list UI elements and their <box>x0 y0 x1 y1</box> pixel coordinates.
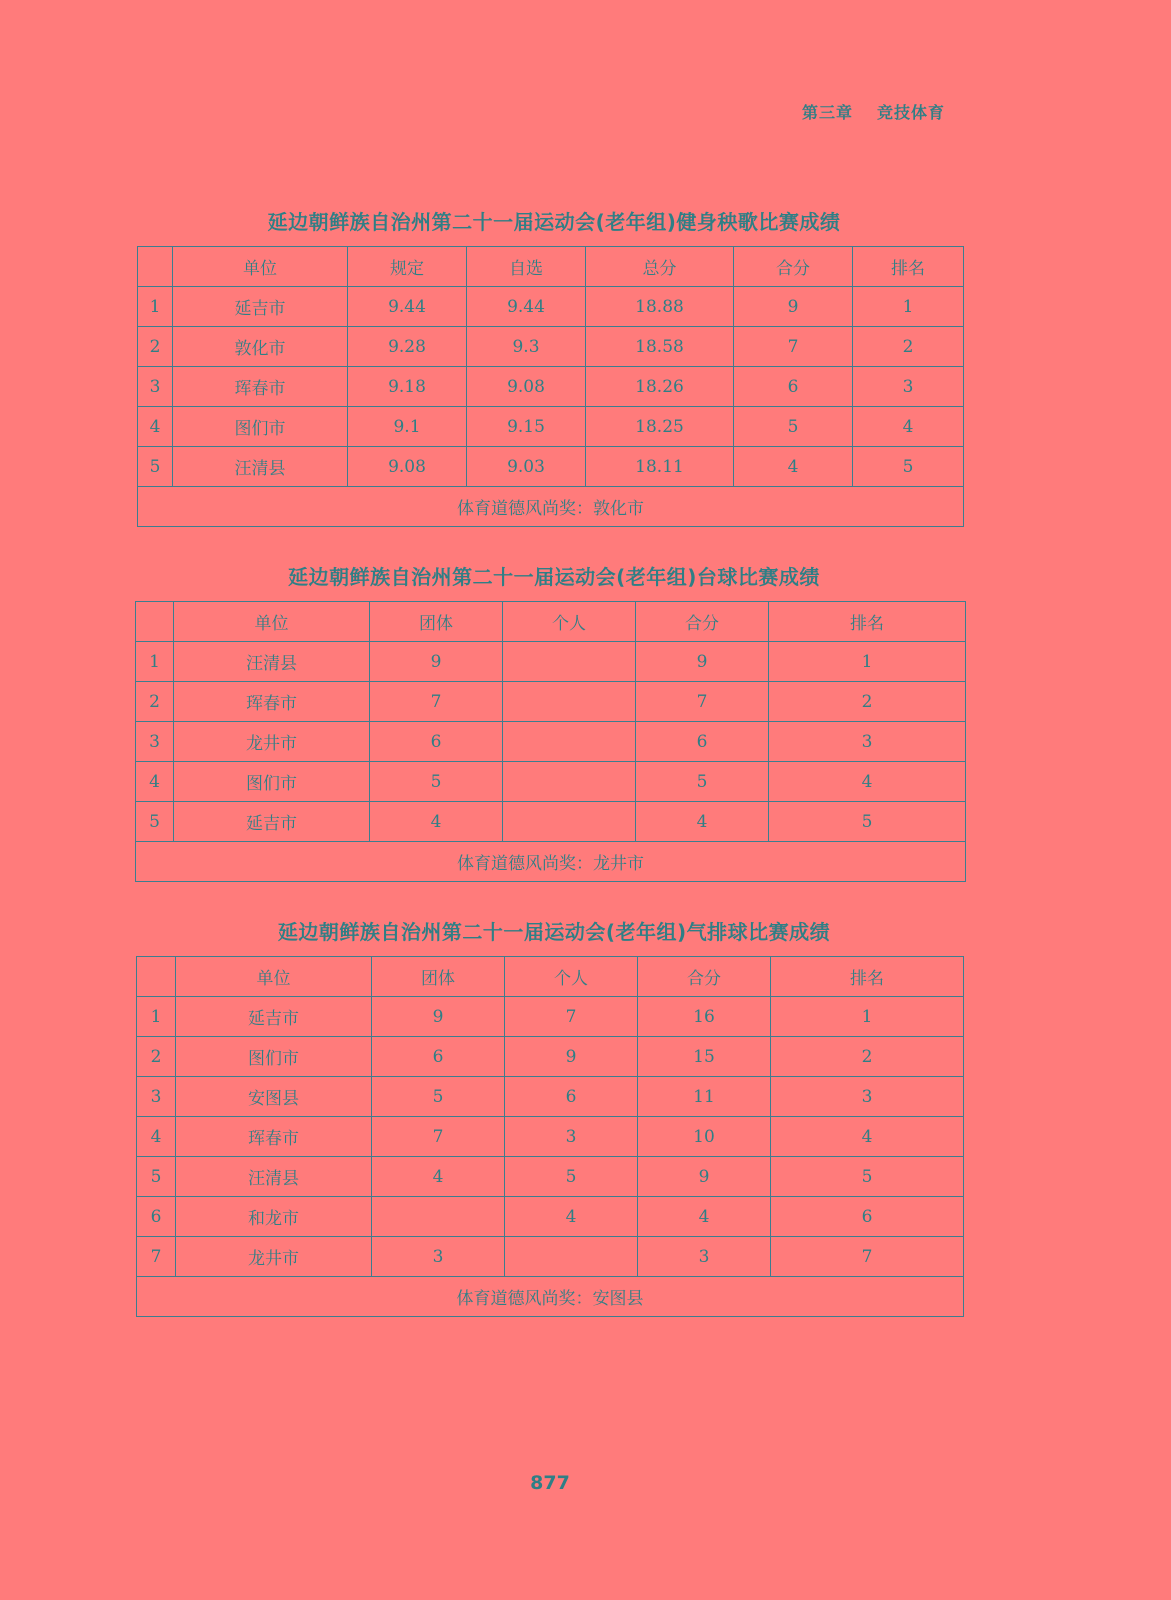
cell <box>503 762 636 802</box>
cell: 18.88 <box>586 287 734 327</box>
table-row <box>138 367 964 407</box>
cell: 7 <box>370 682 503 722</box>
cell: 9.18 <box>348 367 467 407</box>
cell: 9.15 <box>467 407 586 447</box>
cell: 5 <box>138 447 173 487</box>
cell: 敦化市 <box>173 327 348 367</box>
cell: 图们市 <box>176 1037 372 1077</box>
cell: 5 <box>505 1157 638 1197</box>
cell: 9 <box>372 997 505 1037</box>
col-team: 团体 <box>372 957 505 997</box>
col-individual: 个人 <box>505 957 638 997</box>
cell: 1 <box>136 642 174 682</box>
col-unit: 单位 <box>176 957 372 997</box>
cell: 2 <box>853 327 964 367</box>
cell: 9.08 <box>348 447 467 487</box>
cell: 9 <box>638 1157 771 1197</box>
col-optional: 自选 <box>467 247 586 287</box>
cell: 6 <box>370 722 503 762</box>
cell: 7 <box>137 1237 176 1277</box>
cell: 1 <box>771 997 964 1037</box>
cell: 珲春市 <box>174 682 370 722</box>
table-row <box>138 407 964 447</box>
cell: 3 <box>769 722 966 762</box>
cell: 9.44 <box>467 287 586 327</box>
table-title-air-volleyball: 延边朝鲜族自治州第二十一届运动会(老年组)气排球比赛成绩 <box>277 920 831 944</box>
cell: 9 <box>370 642 503 682</box>
sportsmanship-award: 体育道德风尚奖：安图县 <box>137 1277 964 1317</box>
cell: 4 <box>636 802 769 842</box>
cell: 9.44 <box>348 287 467 327</box>
cell: 11 <box>638 1077 771 1117</box>
col-index <box>136 602 174 642</box>
cell: 9 <box>734 287 853 327</box>
chapter-label: 第三章 <box>801 103 853 122</box>
col-index <box>138 247 173 287</box>
table-header-row <box>137 957 964 997</box>
cell: 4 <box>137 1117 176 1157</box>
col-rank: 排名 <box>853 247 964 287</box>
cell: 图们市 <box>173 407 348 447</box>
cell: 2 <box>771 1037 964 1077</box>
cell: 珲春市 <box>173 367 348 407</box>
table-row <box>136 802 966 842</box>
cell: 1 <box>769 642 966 682</box>
col-unit: 单位 <box>174 602 370 642</box>
cell: 9.08 <box>467 367 586 407</box>
cell: 延吉市 <box>176 997 372 1037</box>
sportsmanship-award: 体育道德风尚奖：龙井市 <box>136 842 966 882</box>
cell: 4 <box>370 802 503 842</box>
table-footer-row <box>137 1277 964 1317</box>
cell: 4 <box>853 407 964 447</box>
cell: 4 <box>769 762 966 802</box>
table-row <box>137 1037 964 1077</box>
cell: 7 <box>734 327 853 367</box>
table-row <box>136 682 966 722</box>
cell: 3 <box>771 1077 964 1117</box>
table-title-yangge: 延边朝鲜族自治州第二十一届运动会(老年组)健身秧歌比赛成绩 <box>267 210 841 234</box>
cell: 5 <box>769 802 966 842</box>
cell: 6 <box>505 1077 638 1117</box>
cell: 9 <box>505 1037 638 1077</box>
cell: 1 <box>138 287 173 327</box>
cell <box>372 1197 505 1237</box>
cell: 6 <box>636 722 769 762</box>
cell: 4 <box>638 1197 771 1237</box>
cell: 4 <box>372 1157 505 1197</box>
results-table-air-volleyball <box>136 956 964 1317</box>
cell: 18.25 <box>586 407 734 447</box>
cell: 4 <box>138 407 173 447</box>
col-compulsory: 规定 <box>348 247 467 287</box>
results-table-billiards <box>135 601 966 882</box>
col-index <box>137 957 176 997</box>
table-row <box>136 642 966 682</box>
cell: 18.26 <box>586 367 734 407</box>
cell: 7 <box>505 997 638 1037</box>
table-footer-row <box>138 487 964 527</box>
table-row <box>137 1157 964 1197</box>
cell: 9.1 <box>348 407 467 447</box>
cell: 18.58 <box>586 327 734 367</box>
cell: 9.28 <box>348 327 467 367</box>
table-row <box>137 997 964 1037</box>
cell: 5 <box>372 1077 505 1117</box>
cell <box>503 722 636 762</box>
cell: 6 <box>734 367 853 407</box>
table-row <box>137 1077 964 1117</box>
cell: 和龙市 <box>176 1197 372 1237</box>
cell: 5 <box>636 762 769 802</box>
cell: 3 <box>138 367 173 407</box>
table-row <box>138 287 964 327</box>
cell: 9.3 <box>467 327 586 367</box>
table-header-row <box>136 602 966 642</box>
running-header <box>802 100 945 123</box>
cell <box>503 642 636 682</box>
col-rank: 排名 <box>771 957 964 997</box>
cell: 6 <box>771 1197 964 1237</box>
cell: 延吉市 <box>174 802 370 842</box>
table-row <box>137 1237 964 1277</box>
cell: 2 <box>138 327 173 367</box>
table-footer-row <box>136 842 966 882</box>
col-individual: 个人 <box>503 602 636 642</box>
cell <box>503 682 636 722</box>
col-rank: 排名 <box>769 602 966 642</box>
cell: 5 <box>137 1157 176 1197</box>
cell: 龙井市 <box>174 722 370 762</box>
cell: 5 <box>370 762 503 802</box>
table-row <box>136 722 966 762</box>
cell <box>505 1237 638 1277</box>
cell: 龙井市 <box>176 1237 372 1277</box>
table-header-row <box>138 247 964 287</box>
section-label: 竞技体育 <box>876 103 945 122</box>
col-total: 总分 <box>586 247 734 287</box>
cell: 7 <box>771 1237 964 1277</box>
cell <box>503 802 636 842</box>
cell: 汪清县 <box>174 642 370 682</box>
cell: 4 <box>136 762 174 802</box>
cell: 延吉市 <box>173 287 348 327</box>
cell: 3 <box>137 1077 176 1117</box>
cell: 汪清县 <box>173 447 348 487</box>
cell: 3 <box>136 722 174 762</box>
cell: 1 <box>853 287 964 327</box>
cell: 图们市 <box>174 762 370 802</box>
cell: 5 <box>853 447 964 487</box>
cell: 2 <box>136 682 174 722</box>
cell: 安图县 <box>176 1077 372 1117</box>
table-title-billiards: 延边朝鲜族自治州第二十一届运动会(老年组)台球比赛成绩 <box>288 565 820 589</box>
cell: 2 <box>769 682 966 722</box>
cell: 7 <box>636 682 769 722</box>
cell: 珲春市 <box>176 1117 372 1157</box>
table-row <box>137 1117 964 1157</box>
cell: 3 <box>505 1117 638 1157</box>
cell: 10 <box>638 1117 771 1157</box>
cell: 5 <box>771 1157 964 1197</box>
cell: 7 <box>372 1117 505 1157</box>
cell: 5 <box>136 802 174 842</box>
table-row <box>136 762 966 802</box>
cell: 6 <box>372 1037 505 1077</box>
cell: 3 <box>853 367 964 407</box>
cell: 15 <box>638 1037 771 1077</box>
cell: 3 <box>372 1237 505 1277</box>
cell: 4 <box>505 1197 638 1237</box>
results-table-yangge <box>137 246 964 527</box>
page-number: 877 <box>530 1472 570 1494</box>
table-row <box>138 327 964 367</box>
sportsmanship-award: 体育道德风尚奖：敦化市 <box>138 487 964 527</box>
cell: 4 <box>734 447 853 487</box>
cell: 2 <box>137 1037 176 1077</box>
cell: 9 <box>636 642 769 682</box>
cell: 5 <box>734 407 853 447</box>
cell: 9.03 <box>467 447 586 487</box>
col-points: 合分 <box>734 247 853 287</box>
cell: 1 <box>137 997 176 1037</box>
col-points: 合分 <box>636 602 769 642</box>
col-team: 团体 <box>370 602 503 642</box>
cell: 6 <box>137 1197 176 1237</box>
cell: 汪清县 <box>176 1157 372 1197</box>
cell: 18.11 <box>586 447 734 487</box>
col-unit: 单位 <box>173 247 348 287</box>
cell: 3 <box>638 1237 771 1277</box>
cell: 4 <box>771 1117 964 1157</box>
table-row <box>138 447 964 487</box>
col-points: 合分 <box>638 957 771 997</box>
table-row <box>137 1197 964 1237</box>
cell: 16 <box>638 997 771 1037</box>
